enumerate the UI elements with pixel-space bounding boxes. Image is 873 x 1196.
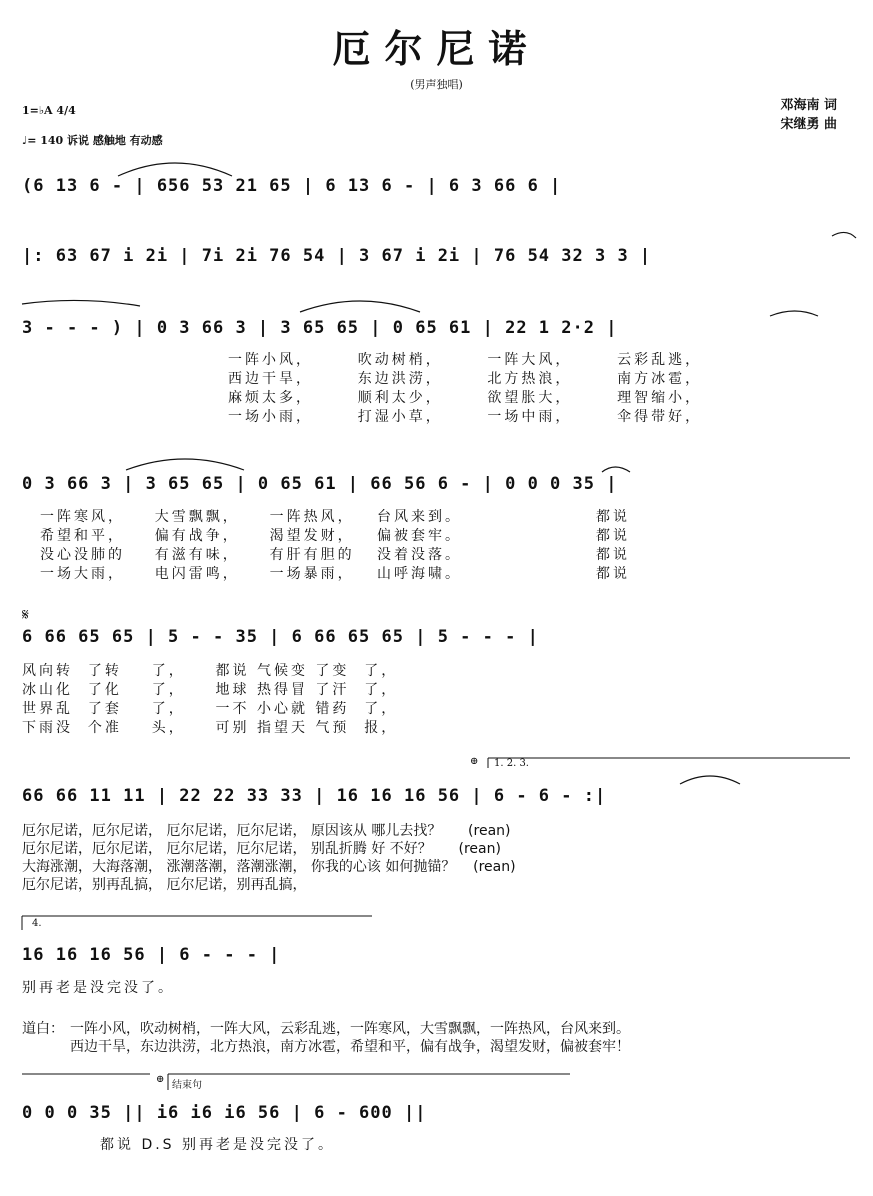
score-line-7: 16 16 16 56 | 6 - - - | [22,945,281,965]
score-line-1: (6 13 6 - | 656 53 21 65 | 6 13 6 - | 6 3 66 6 | [22,176,562,196]
slur [126,459,244,470]
lyric-line: 都说 D.S 别再老是没完没了。 [100,1137,336,1153]
lyric-line: 厄尔尼诺，别再乱搞， 厄尔尼诺，别再乱搞， [22,877,307,893]
lyric-line: 风向转 了转 了， 都说 气候变 了变 了， [22,663,399,679]
performance-note: (男声独唱) [410,78,463,91]
score-line-8: 0 0 0 35 || i6 i6 i6 56 | 6 - 600 || [22,1103,427,1123]
tempo-marking: ♩= 140 诉说 感触地 有动感 [22,134,163,147]
ending-label: 结束句 [172,1080,202,1091]
score-line-4: 0 3 66 3 | 3 65 65 | 0 65 61 | 66 56 6 - | 0 0 0 35 | [22,474,618,494]
lyric-line: 下雨没 个准 头， 可别 指望天 气预 报， [22,720,399,736]
slur [832,232,856,238]
lyric-line: 麻烦太多， 顺利太少， 欲望胀大， 理智缩小， [228,390,703,406]
segno-sign: 𝄋 [22,605,29,624]
daobai-line: 一阵小风，吹动树梢，一阵大风，云彩乱逃，一阵寒风，大雪飘飘，一阵热风，台风来到。 [70,1021,630,1037]
lyricist-credit: 邓海南 词 [780,98,837,113]
slur [22,300,140,306]
lyric-line: 大海涨潮，大海落潮， 涨潮落潮，落潮涨潮， 你我的心该 如何抛锚？ (rean) [22,859,516,875]
score-line-5: 6 66 65 65 | 5 - - 35 | 6 66 65 65 | 5 - - - | [22,627,539,647]
slur [602,467,630,472]
slur [118,163,232,176]
song-title: 厄尔尼诺 [332,26,541,71]
slur [300,301,420,312]
daobai-line: 西边干旱，东边洪涝，北方热浪，南方冰雹，希望和平，偏有战争，渴望发财，偏被套牢！ [70,1039,630,1055]
volta-first: 1. 2. 3. [494,758,529,769]
lyric-line: 一阵小风， 吹动树梢， 一阵大风， 云彩乱逃， [228,352,703,368]
lyric-line: 一场小雨， 打湿小草， 一场中雨， 伞得带好， [228,409,703,425]
daobai-label: 道白： [22,1021,64,1037]
key-signature: 1=♭A 4/4 [22,104,76,117]
score-line-2: |: 63 67 i 2i | 7i 2i 76 54 | 3 67 i 2i | 76 54 32 3 3 | [22,246,652,266]
coda-sign: ⊕ [470,756,479,767]
volta-fourth: 4. [32,918,42,929]
lyric-line: 没心没肺的 有滋有味， 有肝有胆的 没着没落。 都说 [40,547,631,563]
coda-sign: ⊕ [156,1074,165,1085]
score-line-6: 66 66 11 11 | 22 22 33 33 | 16 16 16 56 | 6 - 6 - :| [22,786,607,806]
lyric-line: 一阵寒风， 大雪飘飘， 一阵热风， 台风来到。 都说 [40,509,631,525]
lyric-line: 厄尔尼诺，厄尔尼诺， 厄尔尼诺，厄尔尼诺， 原因该从 哪儿去找？ (rean) [22,823,511,839]
slur [680,776,740,784]
composer-credit: 宋继勇 曲 [780,117,837,132]
slur [770,311,818,316]
lyric-line: 厄尔尼诺，厄尔尼诺， 厄尔尼诺，厄尔尼诺， 别乱折腾 好 不好？ (rean) [22,841,501,857]
lyric-line: 别再老是没完没了。 [22,980,175,996]
lyric-line: 西边干旱， 东边洪涝， 北方热浪， 南方冰雹， [228,371,703,387]
score-line-3: 3 - - - ) | 0 3 66 3 | 3 65 65 | 0 65 61 | 22 1 2·2 | [22,318,618,338]
lyric-line: 希望和平， 偏有战争， 渴望发财， 偏被套牢。 都说 [40,528,631,544]
lyric-line: 冰山化 了化 了， 地球 热得冒 了汗 了， [22,682,399,698]
lyric-line: 世界乱 了套 了， 一不 小心就 错药 了， [22,701,399,717]
lyric-line: 一场大雨， 电闪雷鸣， 一场暴雨， 山呼海啸。 都说 [40,566,631,582]
